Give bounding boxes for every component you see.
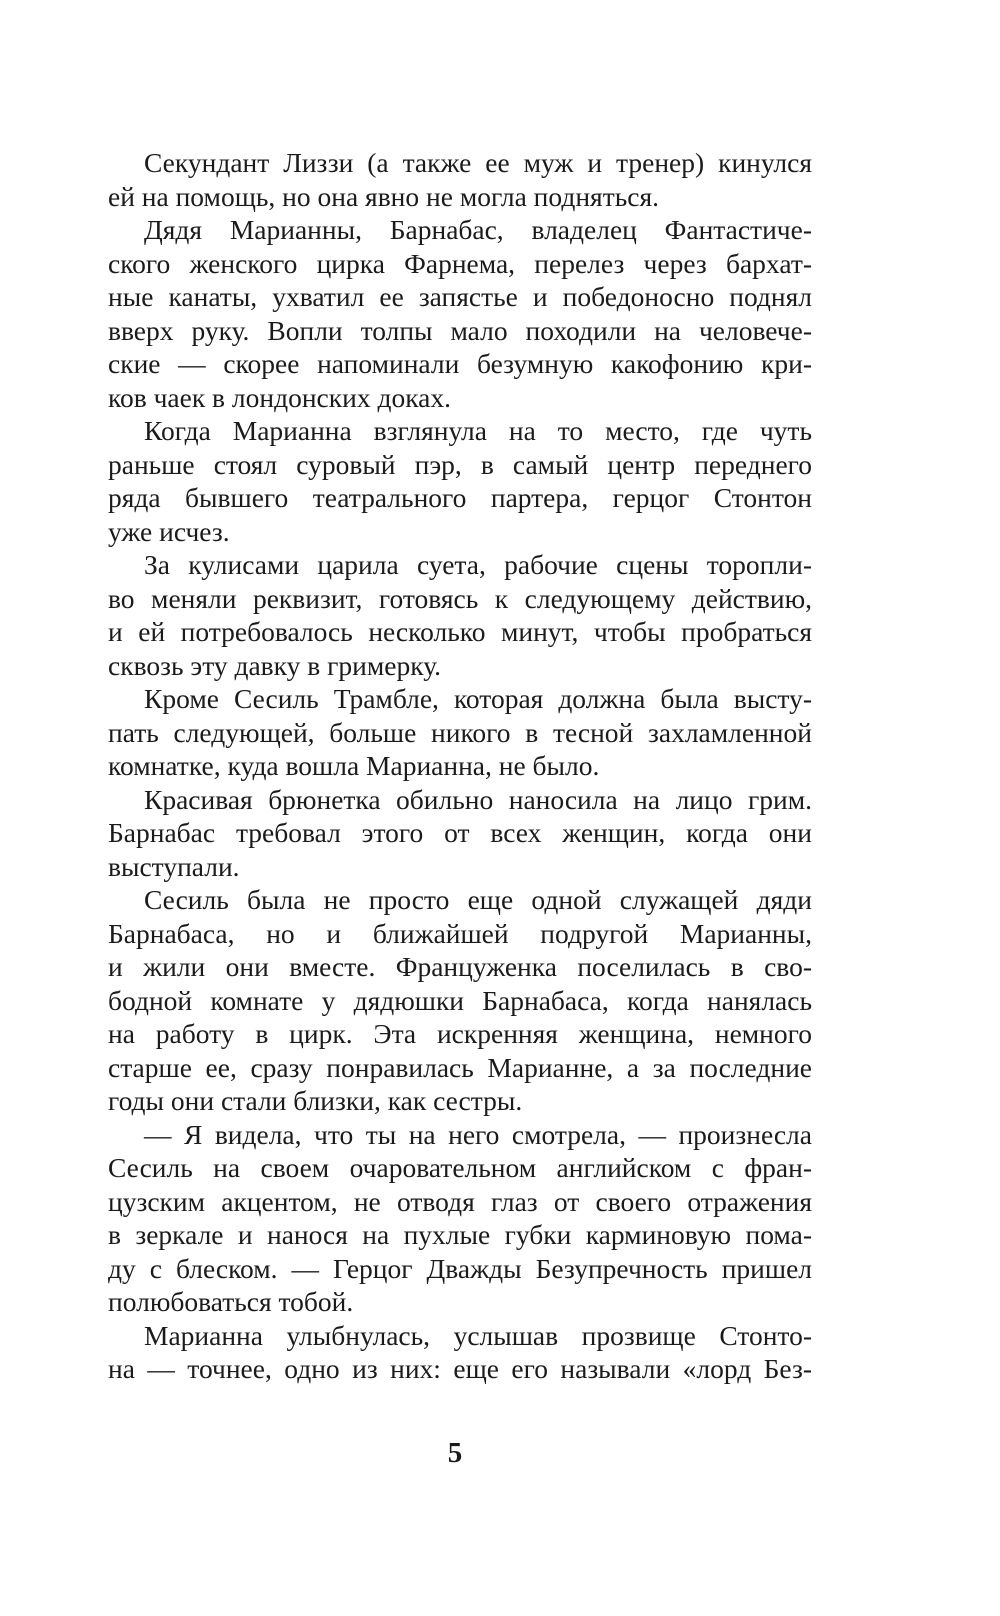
text-line: Когда Марианна взглянула на то место, где чуть: [144, 415, 812, 446]
text-line: ского женского цирка Фарнема, перелез через бархат-: [108, 247, 812, 279]
page-number: 5: [447, 1437, 463, 1469]
body-text: [108, 146, 812, 1386]
text-line: годы они стали близки, как сестры.: [108, 1085, 523, 1116]
text-line: комнатке, куда вошла Марианна, не было.: [108, 750, 600, 781]
text-line: Сесиль была не просто еще одной служащей дяди: [144, 884, 812, 915]
text-line: Секундант Лиззи (а также ее муж и тренер) кинулся: [144, 147, 812, 178]
text-line: Красивая брюнетка обильно наносила на лицо грим.: [144, 783, 812, 815]
text-line: Дядя Марианны, Барнабас, владелец Фантастиче-: [144, 214, 812, 245]
text-line: на работу в цирк. Эта искренняя женщина, немного: [108, 1018, 812, 1049]
text-line: ей на помощь, но она явно не могла подняться.: [108, 180, 659, 212]
text-line: За кулисами царила суета, рабочие сцены торопли-: [144, 549, 812, 580]
text-line: и жили они вместе. Француженка поселилась в сво-: [108, 951, 812, 982]
text-line: Барнабас требовал этого от всех женщин, когда они: [108, 817, 812, 848]
text-line: — Я видела, что ты на него смотрела, — произнесла: [144, 1118, 812, 1150]
text-line: старше ее, сразу понравилась Марианне, а за последние: [108, 1051, 812, 1083]
text-line: раньше стоял суровый пэр, в самый центр переднего: [108, 448, 812, 480]
text-line: Марианна улыбнулась, услышав прозвище Стонто-: [144, 1319, 812, 1351]
text-line: в зеркале и нанося на пухлые губки карминовую пома-: [108, 1219, 812, 1250]
text-line: пать следующей, больше никого в тесной захламленной: [108, 716, 812, 748]
text-line: уже исчез.: [108, 515, 230, 547]
text-line: на — точнее, одно из них: еще его называли «лорд Без-: [108, 1353, 812, 1384]
text-line: выступали.: [108, 850, 240, 882]
text-line: сквозь эту давку в гримерку.: [108, 649, 442, 681]
text-line: ду с блеском. — Герцог Дважды Безупречность пришел: [108, 1252, 812, 1284]
text-line: и ей потребовалось несколько минут, чтобы пробраться: [108, 616, 812, 647]
text-line: полюбоваться тобой.: [108, 1286, 354, 1317]
text-line: вверх руку. Вопли толпы мало походили на человече-: [108, 314, 812, 346]
text-line: Кроме Сесиль Трамбле, которая должна была высту-: [144, 683, 812, 714]
text-line: ские — скорее напоминали безумную какофонию кри-: [108, 348, 812, 379]
text-line: Сесиль на своем очаровательном английском с фран-: [108, 1152, 812, 1183]
text-line: ков чаек в лондонских доках.: [108, 381, 451, 413]
text-line: ряда бывшего театрального партера, герцог Стонтон: [108, 482, 812, 513]
text-line: во меняли реквизит, готовясь к следующему действию,: [108, 582, 812, 614]
text-line: Барнабаса, но и ближайшей подругой Марианны,: [108, 917, 812, 949]
text-line: ные канаты, ухватил ее запястье и победоносно поднял: [108, 281, 812, 312]
text-line: цузским акцентом, не отводя глаз от своего отражения: [108, 1185, 812, 1217]
text-line: бодной комнате у дядюшки Барнабаса, когда нанялась: [108, 984, 812, 1016]
